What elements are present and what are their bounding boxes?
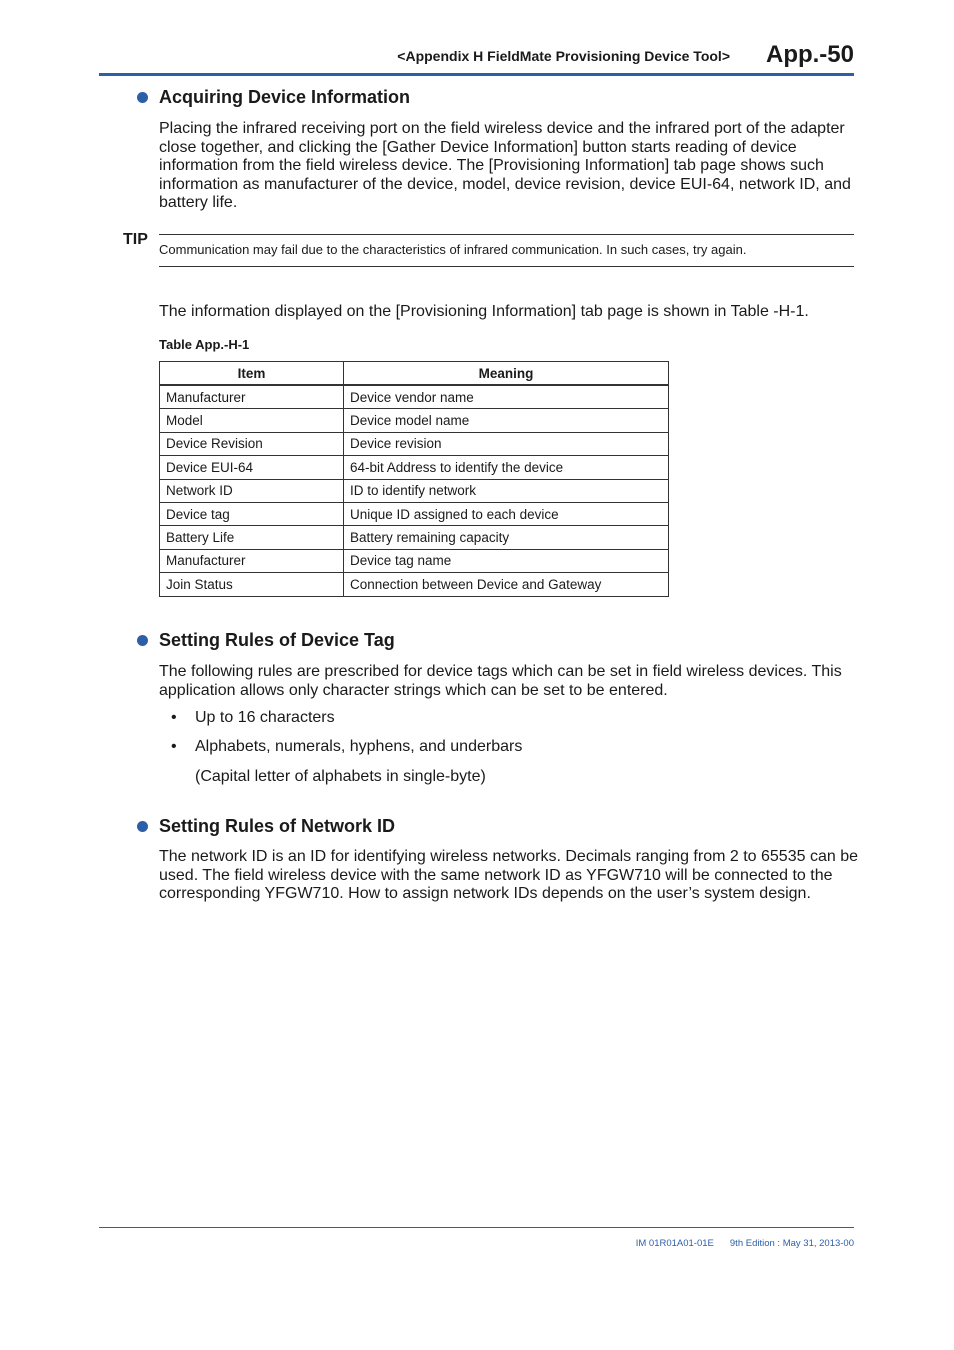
- tip-bottom-rule: [159, 266, 854, 267]
- cell-item: Model: [160, 409, 344, 432]
- tip-label: TIP: [123, 231, 148, 248]
- table-row: [160, 502, 669, 525]
- section-heading-acquiring: [137, 87, 410, 108]
- cell-item: Device EUI-64: [160, 456, 344, 479]
- list-note: (Capital letter of alphabets in single-byte): [195, 768, 486, 785]
- cell-item: Device Revision: [160, 432, 344, 455]
- bullet-icon: [137, 821, 148, 832]
- table-row: [160, 432, 669, 455]
- list-item-text: Alphabets, numerals, hyphens, and underbars: [195, 738, 523, 755]
- column-header-item: Item: [160, 362, 344, 386]
- table-row: [160, 549, 669, 572]
- cell-meaning: Device model name: [344, 409, 669, 432]
- table-header-row: [160, 362, 669, 386]
- table-intro: The information displayed on the [Provisioning Information] tab page is shown in Table -H-1.: [159, 303, 809, 320]
- cell-item: Manufacturer: [160, 385, 344, 409]
- footer-doc-id: IM 01R01A01-01E: [635, 1238, 714, 1249]
- cell-item: Battery Life: [160, 526, 344, 549]
- section-body-device-tag: The following rules are prescribed for device tags which can be set in field wireless devices. This application allows only character strings which can be set to be entered.: [159, 663, 842, 699]
- cell-meaning: Device vendor name: [344, 385, 669, 409]
- table-row: [160, 409, 669, 432]
- tip-top-rule: [159, 234, 854, 235]
- list-bullet: •: [171, 709, 177, 726]
- list-item: [171, 709, 335, 727]
- info-table: [159, 361, 669, 597]
- table-row: [160, 573, 669, 596]
- cell-meaning: Battery remaining capacity: [344, 526, 669, 549]
- list-item-text: Up to 16 characters: [195, 709, 335, 726]
- table-row: [160, 385, 669, 409]
- section-body-acquiring: Placing the infrared receiving port on the field wireless device and the infrared port of the adapter close together, and clicking the [Gather Device Information] button starts reading of device information from the field wireless device. The [Provisioning Information] tab page shows such information as manufacturer of the device, model, device revision, device EUI-64, network ID, and battery life.: [159, 120, 851, 211]
- cell-meaning: 64-bit Address to identify the device: [344, 456, 669, 479]
- table-row: [160, 479, 669, 502]
- bullet-icon: [137, 92, 148, 103]
- header-title: <Appendix H FieldMate Provisioning Device Tool>: [397, 48, 730, 64]
- section-heading-device-tag: [137, 630, 395, 651]
- cell-meaning: Unique ID assigned to each device: [344, 502, 669, 525]
- footer-edition: 9th Edition : May 31, 2013-00: [729, 1238, 854, 1249]
- bullet-icon: [137, 635, 148, 646]
- cell-meaning: Device revision: [344, 432, 669, 455]
- tip-text: Communication may fail due to the characteristics of infrared communication. In such cases, try again.: [159, 242, 747, 257]
- section-heading-text: Acquiring Device Information: [159, 87, 411, 107]
- cell-meaning: Device tag name: [344, 549, 669, 572]
- section-heading-text: Setting Rules of Device Tag: [159, 630, 395, 650]
- table-row: [160, 456, 669, 479]
- cell-item: Network ID: [160, 479, 344, 502]
- section-heading-network-id: [137, 816, 395, 837]
- table-row: [160, 526, 669, 549]
- table-caption: Table App.-H-1: [159, 337, 250, 352]
- section-body-network-id: The network ID is an ID for identifying wireless networks. Decimals ranging from 2 to 65535 can be used. The field wireless device with the same network ID as YFGW710 will be connected to the corresponding YFGW710. How to assign network IDs depends on the user’s system design.: [159, 848, 858, 902]
- list-bullet: •: [171, 738, 177, 755]
- cell-item: Manufacturer: [160, 549, 344, 572]
- list-item: [171, 738, 522, 756]
- cell-meaning: ID to identify network: [344, 479, 669, 502]
- cell-item: Join Status: [160, 573, 344, 596]
- footer-divider: [99, 1227, 854, 1228]
- section-heading-text: Setting Rules of Network ID: [159, 816, 396, 836]
- column-header-meaning: Meaning: [344, 362, 669, 386]
- page-number: App.-50: [765, 41, 854, 68]
- footer: [636, 1238, 854, 1249]
- cell-meaning: Connection between Device and Gateway: [344, 573, 669, 596]
- cell-item: Device tag: [160, 502, 344, 525]
- header-divider: [99, 73, 854, 76]
